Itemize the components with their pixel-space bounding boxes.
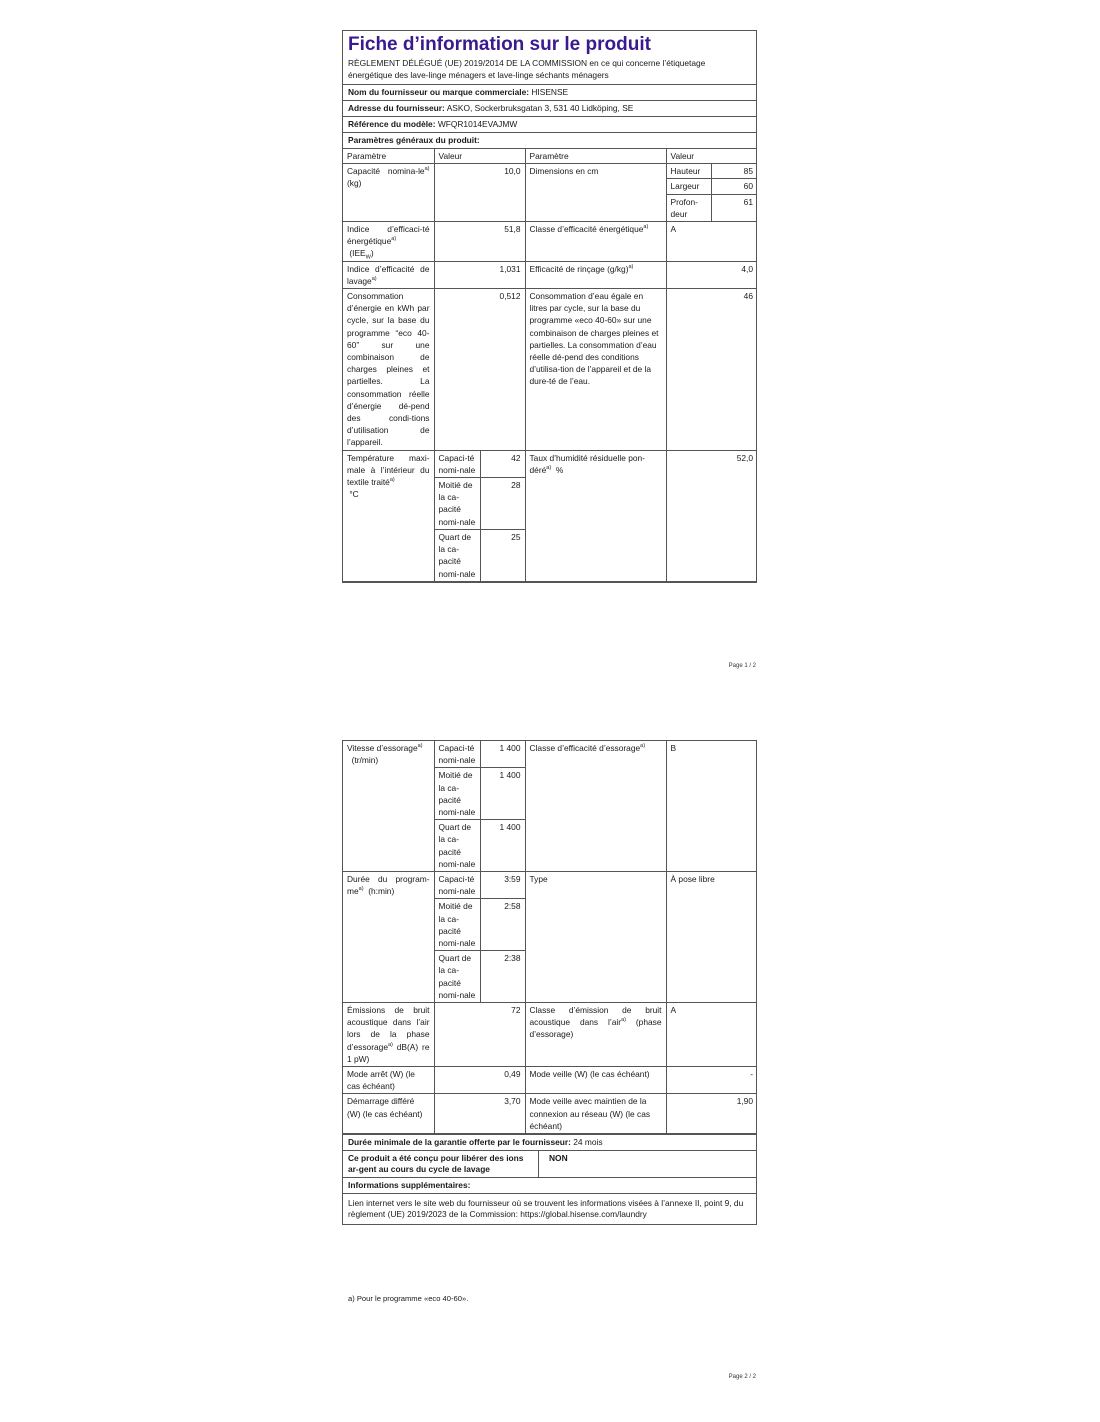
type-label: Type [525, 872, 666, 1003]
noise-class-label: Classe d’émission de bruit acoustique dans l’air$^{a)}$ (phase d’essorage) [525, 1003, 666, 1067]
product-sheet-page-1 [342, 30, 757, 583]
moisture-value: 52,0 [666, 450, 757, 581]
eei-value: 51,8 [434, 222, 525, 262]
params-table [343, 149, 757, 582]
width-value: 60 [711, 179, 757, 194]
delay-start-value: 3,70 [434, 1094, 525, 1134]
spin-quarter-value: 1 400 [480, 820, 525, 872]
silver-row [343, 1150, 756, 1177]
duration-row-rated [343, 872, 757, 899]
temp-quarter-label: Quart de la ca-pacité nomi-nale [434, 529, 480, 581]
noise-class-value: A [666, 1003, 757, 1067]
page-number-2: Page 2 / 2 [728, 1374, 756, 1380]
capacity-row [343, 164, 757, 179]
standby-value: - [666, 1067, 757, 1094]
eei-row [343, 222, 757, 262]
sheet-header [343, 31, 756, 84]
rinsing-label: Efficacité de rinçage $(g/kg)^{a)}$ [525, 261, 666, 288]
temp-rated-label: Capaci-té nomi-nale [434, 450, 480, 477]
silver-value: NON [549, 1153, 568, 1164]
duration-quarter-value: 2:38 [480, 951, 525, 1003]
spin-quarter-label: Quart de la ca-pacité nomi-nale [434, 820, 480, 872]
duration-half-value: 2:58 [480, 899, 525, 951]
spin-half-label: Moitié de la ca-pacité nomi-nale [434, 768, 480, 820]
link-row [343, 1193, 756, 1224]
type-value: À pose libre [666, 872, 757, 1003]
spin-rated-value: 1 400 [480, 741, 525, 768]
washing-index-value: 1,031 [434, 261, 525, 288]
address-row [343, 100, 756, 116]
params-table-2 [343, 741, 757, 1134]
noise-value: 72 [434, 1003, 525, 1067]
standby-label: Mode veille (W) (le cas échéant) [525, 1067, 666, 1094]
temp-half-value: 28 [480, 478, 525, 530]
moisture-label: Taux d’humidité résiduelle pon-déré$^{a)}$ % [525, 450, 666, 581]
duration-rated-value: 3:59 [480, 872, 525, 899]
silver-label: Ce produit a été conçu pour libérer des ions ar-gent au cours du cycle de lavage [343, 1151, 539, 1177]
spin-rated-label: Capaci-té nomi-nale [434, 741, 480, 768]
general-params-heading: Paramètres généraux du produit: [343, 132, 756, 148]
model-row [343, 116, 756, 132]
width-label: Largeur [666, 179, 711, 194]
spin-class-label: Classe d’efficacité d’essorage$^{a)}$ [525, 741, 666, 872]
depth-value: 61 [711, 194, 757, 221]
temp-quarter-value: 25 [480, 529, 525, 581]
spin-half-value: 1 400 [480, 768, 525, 820]
supplier-label: Nom du fournisseur ou marque commerciale: [348, 87, 530, 97]
address-label: Adresse du fournisseur: [348, 103, 445, 113]
temp-rated-value: 42 [480, 450, 525, 477]
off-mode-row [343, 1067, 757, 1094]
regulation-text: RÈGLEMENT DÉLÉGUÉ (UE) 2019/2014 DE LA COMMISSION en ce qui concerne l’étiquetage énergétique des lave-linge ménagers et lave-linge séchants ménagers [348, 58, 706, 80]
consumption-row [343, 289, 757, 451]
header-value: Valeur [434, 149, 525, 164]
duration-quarter-label: Quart de la ca-pacité nomi-nale [434, 951, 480, 1003]
spin-speed-label: Vitesse d’essorage$^{a)}$ (tr/min) [343, 741, 434, 872]
washing-row [343, 261, 757, 288]
depth-label: Profon-deur [666, 194, 711, 221]
params-table-2-wrapper [343, 741, 756, 1134]
rinsing-value: 4,0 [666, 261, 757, 288]
supplier-row [343, 84, 756, 100]
header-value-2: Valeur [666, 149, 757, 164]
height-value: 85 [711, 164, 757, 179]
water-consumption-value: 46 [666, 289, 757, 451]
off-mode-value: 0,49 [434, 1067, 525, 1094]
duration-rated-label: Capaci-té nomi-nale [434, 872, 480, 899]
additional-info-heading: Informations supplémentaires: [343, 1177, 756, 1193]
dimensions-label: Dimensions en cm [525, 164, 666, 222]
capacity-value: 10,0 [434, 164, 525, 222]
temperature-row-rated [343, 450, 757, 477]
noise-label: Émissions de bruit acoustique dans l’air lors de la phase d’essorage$^{a)}$ dB(A) re 1 pW) [343, 1003, 434, 1067]
energy-class-label: Classe d’efficacité énergétique$^{a)}$ [525, 222, 666, 262]
temp-half-label: Moitié de la ca-pacité nomi-nale [434, 478, 480, 530]
delay-start-label: Démarrage différé (W) (le cas échéant) [343, 1094, 434, 1134]
delay-row [343, 1094, 757, 1134]
duration-label: Durée du program-$me^{a)}$ (h:min) [343, 872, 434, 1003]
noise-row [343, 1003, 757, 1067]
header-row [343, 149, 757, 164]
height-label: Hauteur [666, 164, 711, 179]
duration-half-label: Moitié de la ca-pacité nomi-nale [434, 899, 480, 951]
header-param-2: Paramètre [525, 149, 666, 164]
spin-class-value: B [666, 741, 757, 872]
address-value: ASKO, Sockerbruksgatan 3, 531 40 Lidköping, SE [446, 103, 634, 113]
guarantee-row [343, 1134, 756, 1150]
off-mode-label: Mode arrêt (W) (le cas échéant) [343, 1067, 434, 1094]
model-label: Référence du modèle: [348, 119, 436, 129]
model-value: WFQR1014EVAJMW [437, 119, 518, 129]
energy-consumption-label: Consommation d’énergie en kWh par cycle, sur la base du programme “eco 40-60” sur une combinaison de charges pleines et partielles. La consommation réelle d’énergie dé-pend des condi-tions d’utilisation de l’appareil. [343, 289, 434, 451]
params-table-wrapper [343, 148, 756, 582]
temperature-label: Température maxi-male à l’intérieur du textile traité$^{a)}$ °C [343, 450, 434, 581]
footnote: a) Pour le programme «eco 40-60». [348, 1294, 469, 1303]
supplier-value: HISENSE [531, 87, 569, 97]
header-param: Paramètre [343, 149, 434, 164]
guarantee-label: Durée minimale de la garantie offerte par le fournisseur: [348, 1137, 571, 1148]
capacity-label: Capacité nomina-$le^{a)}$ (kg) [343, 164, 434, 222]
energy-class-value: A [666, 222, 757, 262]
water-consumption-label: Consommation d’eau égale en litres par cycle, sur la base du programme «eco 40-60» sur une combinaison de charges pleines et partielles. La consommation d’eau réelle dé-pend des conditions d’utilisa-tion de l’appareil et de la dure-té de l’eau. [525, 289, 666, 451]
product-sheet-page-2 [342, 740, 757, 1225]
networked-standby-label: Mode veille avec maintien de la connexion au réseau (W) (le cas échéant) [525, 1094, 666, 1134]
networked-standby-value: 1,90 [666, 1094, 757, 1134]
energy-consumption-value: 0,512 [434, 289, 525, 451]
document-title: Fiche d’information sur le produit [348, 34, 651, 55]
spin-row-rated [343, 741, 757, 768]
washing-index-label: Indice d’efficacité de lavage$^{a)}$ [343, 261, 434, 288]
eei-label: Indice d’efficaci-té énergétique$^{a)}$ $(IEE_W)$ [343, 222, 434, 262]
guarantee-value: 24 mois [573, 1137, 603, 1148]
page-number-1: Page 1 / 2 [728, 663, 756, 669]
supplier-link-text[interactable]: Lien internet vers le site web du fournisseur où se trouvent les informations visées à l’annexe II, point 9, du règlement (UE) 2019/2023 de la Commission: https://global.hisense.com/laundry [348, 1198, 744, 1220]
